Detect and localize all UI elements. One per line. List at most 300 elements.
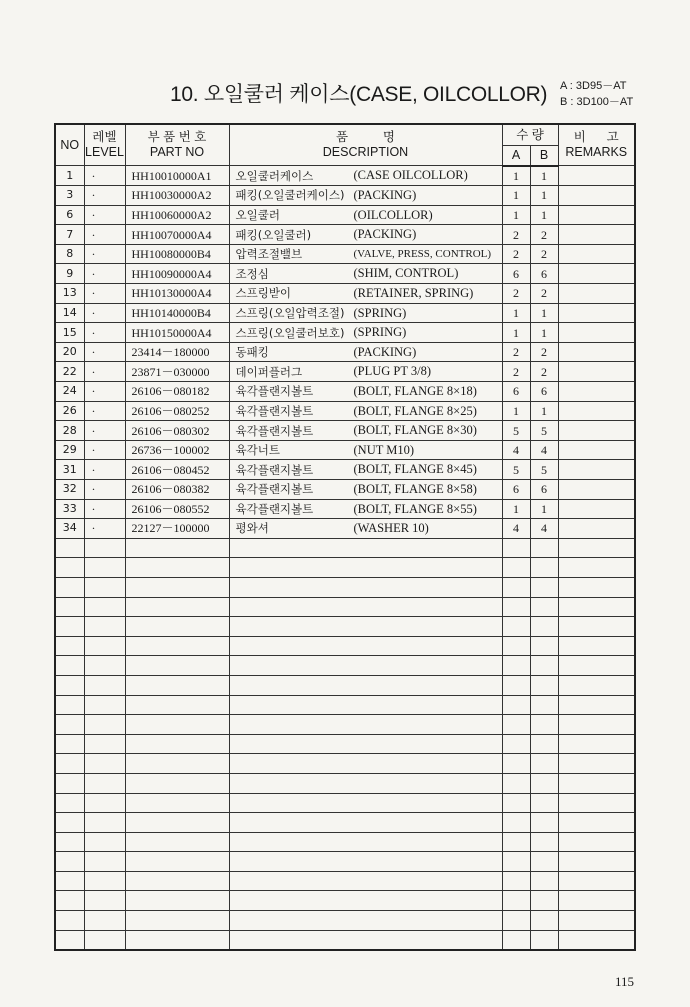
row-description	[229, 636, 502, 656]
row-qty-b	[530, 793, 558, 813]
row-remarks	[558, 362, 635, 382]
row-desc-en: (SPRING)	[353, 325, 407, 340]
row-level	[84, 754, 125, 774]
row-no	[55, 813, 84, 833]
row-level	[84, 930, 125, 950]
row-level	[84, 675, 125, 695]
col-header-qty-a: A	[502, 146, 530, 166]
row-desc-kr: 패킹(오일쿨러)	[235, 227, 312, 242]
col-header-part-kr: 부 품 번 호	[147, 130, 207, 144]
row-description	[229, 186, 502, 206]
row-remarks	[558, 499, 635, 519]
row-qty-b	[530, 617, 558, 637]
row-no: 29	[55, 440, 84, 460]
row-remarks	[558, 186, 635, 206]
row-desc-kr: 동패킹	[235, 345, 269, 360]
row-desc-en: (SHIM, CONTROL)	[353, 266, 459, 281]
row-desc-kr: 스프링(오일압력조절)	[235, 305, 345, 320]
row-desc-en: (BOLT, FLANGE 8×55)	[353, 501, 477, 516]
row-remarks	[558, 440, 635, 460]
row-qty-a: 2	[502, 244, 530, 264]
row-qty-b: 5	[530, 460, 558, 480]
row-part-no: 26106－080252	[125, 401, 229, 421]
table-row	[55, 499, 635, 519]
row-part-no	[125, 930, 229, 950]
row-part-no: HH10080000B4	[125, 244, 229, 264]
row-qty-a	[502, 891, 530, 911]
row-desc-kr: 육각플랜지볼트	[235, 403, 314, 418]
model-legend	[560, 78, 633, 110]
row-desc-en: (SPRING)	[353, 305, 407, 320]
row-part-no	[125, 715, 229, 735]
row-qty-a	[502, 871, 530, 891]
row-part-no: HH10060000A2	[125, 205, 229, 225]
col-header-no: NO	[55, 124, 84, 166]
row-part-no: HH10010000A1	[125, 166, 229, 186]
row-qty-b: 2	[530, 284, 558, 304]
row-no: 32	[55, 480, 84, 500]
row-desc-en: (VALVE, PRESS, CONTROL)	[353, 247, 492, 260]
row-remarks	[558, 715, 635, 735]
row-remarks	[558, 695, 635, 715]
row-part-no: 26106－080382	[125, 480, 229, 500]
row-part-no	[125, 911, 229, 931]
row-level: ·	[84, 362, 125, 382]
row-qty-b	[530, 656, 558, 676]
row-qty-b: 1	[530, 499, 558, 519]
row-part-no	[125, 793, 229, 813]
row-desc-kr: 압력조절밸브	[235, 247, 303, 262]
table-row	[55, 793, 635, 813]
row-description	[229, 597, 502, 617]
row-no: 13	[55, 284, 84, 304]
row-level	[84, 715, 125, 735]
row-desc-kr: 오일쿨러케이스	[235, 168, 314, 183]
row-desc-en: (PLUG PT 3/8)	[353, 364, 432, 379]
row-description	[229, 852, 502, 872]
row-qty-a	[502, 813, 530, 833]
row-qty-a: 2	[502, 284, 530, 304]
row-no: 6	[55, 205, 84, 225]
row-no	[55, 656, 84, 676]
table-row	[55, 597, 635, 617]
row-part-no: 26106－080182	[125, 382, 229, 402]
row-part-no: 26106－080452	[125, 460, 229, 480]
row-qty-a	[502, 911, 530, 931]
row-no	[55, 773, 84, 793]
row-no: 28	[55, 421, 84, 441]
col-header-part-en: PART NO	[149, 145, 205, 159]
row-level	[84, 852, 125, 872]
table-row	[55, 656, 635, 676]
row-description	[229, 891, 502, 911]
row-description	[229, 793, 502, 813]
row-qty-b: 1	[530, 401, 558, 421]
row-remarks	[558, 911, 635, 931]
row-desc-kr: 스프링(오일쿨러보호)	[235, 325, 345, 340]
table-row	[55, 264, 635, 284]
row-description	[229, 675, 502, 695]
table-row	[55, 303, 635, 323]
row-desc-kr: 육각플랜지볼트	[235, 423, 314, 438]
row-level	[84, 617, 125, 637]
parts-table	[54, 123, 636, 951]
row-description	[229, 695, 502, 715]
row-level: ·	[84, 480, 125, 500]
row-description	[229, 734, 502, 754]
row-no	[55, 871, 84, 891]
row-remarks	[558, 480, 635, 500]
row-qty-b	[530, 813, 558, 833]
row-no: 26	[55, 401, 84, 421]
row-description	[229, 205, 502, 225]
row-level	[84, 734, 125, 754]
row-qty-a	[502, 715, 530, 735]
row-level: ·	[84, 244, 125, 264]
row-level	[84, 871, 125, 891]
row-qty-b	[530, 852, 558, 872]
row-no	[55, 832, 84, 852]
row-qty-b	[530, 871, 558, 891]
row-remarks	[558, 558, 635, 578]
row-level	[84, 773, 125, 793]
row-desc-en: (PACKING)	[353, 344, 417, 359]
row-remarks	[558, 656, 635, 676]
row-remarks	[558, 930, 635, 950]
row-qty-a	[502, 617, 530, 637]
row-description	[229, 871, 502, 891]
row-description	[229, 264, 502, 284]
row-qty-a: 1	[502, 186, 530, 206]
row-description	[229, 832, 502, 852]
row-qty-b: 1	[530, 303, 558, 323]
row-remarks	[558, 577, 635, 597]
row-desc-kr: 조정심	[235, 266, 269, 281]
row-part-no: 26106－080552	[125, 499, 229, 519]
row-qty-b: 1	[530, 186, 558, 206]
table-row	[55, 401, 635, 421]
table-row	[55, 695, 635, 715]
row-desc-en: (PACKING)	[353, 227, 417, 242]
row-qty-a: 1	[502, 499, 530, 519]
row-level	[84, 558, 125, 578]
row-description	[229, 323, 502, 343]
row-remarks	[558, 538, 635, 558]
row-qty-a	[502, 597, 530, 617]
row-part-no	[125, 597, 229, 617]
row-part-no	[125, 734, 229, 754]
row-qty-b: 2	[530, 225, 558, 245]
row-no: 33	[55, 499, 84, 519]
table-row	[55, 480, 635, 500]
table-row	[55, 813, 635, 833]
row-qty-b	[530, 636, 558, 656]
row-qty-a: 1	[502, 166, 530, 186]
table-row	[55, 440, 635, 460]
table-row	[55, 362, 635, 382]
table-row	[55, 382, 635, 402]
row-description	[229, 519, 502, 539]
row-part-no: HH10140000B4	[125, 303, 229, 323]
row-qty-a: 6	[502, 480, 530, 500]
table-row	[55, 911, 635, 931]
row-level: ·	[84, 303, 125, 323]
table-row	[55, 519, 635, 539]
row-qty-b: 5	[530, 421, 558, 441]
row-remarks	[558, 225, 635, 245]
row-qty-a	[502, 773, 530, 793]
row-no: 24	[55, 382, 84, 402]
row-qty-a	[502, 754, 530, 774]
row-qty-a: 2	[502, 225, 530, 245]
row-description	[229, 911, 502, 931]
row-remarks	[558, 871, 635, 891]
row-level	[84, 636, 125, 656]
table-row	[55, 891, 635, 911]
row-no	[55, 636, 84, 656]
row-qty-b: 4	[530, 519, 558, 539]
table-row	[55, 166, 635, 186]
row-remarks	[558, 342, 635, 362]
row-qty-b	[530, 577, 558, 597]
row-qty-b: 6	[530, 264, 558, 284]
row-part-no: 26106－080302	[125, 421, 229, 441]
row-qty-b: 2	[530, 342, 558, 362]
row-desc-kr: 패킹(오일쿨러케이스)	[235, 188, 345, 203]
row-qty-a: 1	[502, 205, 530, 225]
row-level: ·	[84, 264, 125, 284]
table-row	[55, 460, 635, 480]
row-remarks	[558, 284, 635, 304]
row-qty-a	[502, 930, 530, 950]
row-remarks	[558, 617, 635, 637]
row-level	[84, 695, 125, 715]
row-qty-b: 1	[530, 323, 558, 343]
col-header-part-no	[125, 124, 229, 166]
row-no	[55, 715, 84, 735]
row-qty-a	[502, 558, 530, 578]
row-qty-a: 4	[502, 519, 530, 539]
row-no	[55, 695, 84, 715]
row-qty-b	[530, 734, 558, 754]
row-description	[229, 930, 502, 950]
row-no: 7	[55, 225, 84, 245]
row-part-no: HH10030000A2	[125, 186, 229, 206]
row-qty-b	[530, 832, 558, 852]
row-qty-b	[530, 597, 558, 617]
row-level	[84, 597, 125, 617]
row-level	[84, 832, 125, 852]
row-part-no: HH10070000A4	[125, 225, 229, 245]
row-remarks	[558, 323, 635, 343]
model-a-label: A : 3D95－AT	[560, 80, 627, 92]
row-no	[55, 538, 84, 558]
row-qty-a	[502, 675, 530, 695]
row-desc-en: (RETAINER, SPRING)	[353, 286, 474, 301]
page-number: 115	[615, 974, 635, 989]
row-qty-b: 6	[530, 480, 558, 500]
row-level: ·	[84, 166, 125, 186]
row-level	[84, 891, 125, 911]
table-row	[55, 617, 635, 637]
row-no: 31	[55, 460, 84, 480]
row-description	[229, 284, 502, 304]
col-header-remarks	[558, 124, 635, 166]
col-header-level-kr: 레벨	[92, 130, 117, 144]
row-part-no	[125, 675, 229, 695]
row-part-no	[125, 577, 229, 597]
row-remarks	[558, 244, 635, 264]
row-description	[229, 421, 502, 441]
row-part-no	[125, 852, 229, 872]
row-description	[229, 773, 502, 793]
row-level: ·	[84, 186, 125, 206]
row-description	[229, 577, 502, 597]
row-description	[229, 244, 502, 264]
row-no: 1	[55, 166, 84, 186]
row-desc-en: (BOLT, FLANGE 8×25)	[353, 403, 477, 418]
col-header-description	[229, 124, 502, 166]
row-description	[229, 342, 502, 362]
row-remarks	[558, 891, 635, 911]
row-desc-en: (BOLT, FLANGE 8×58)	[353, 482, 477, 496]
row-qty-a: 5	[502, 421, 530, 441]
row-remarks	[558, 754, 635, 774]
row-level	[84, 793, 125, 813]
parts-table-body	[55, 166, 635, 951]
model-b-label: B : 3D100－AT	[560, 96, 634, 108]
row-part-no	[125, 617, 229, 637]
row-no	[55, 891, 84, 911]
row-qty-a	[502, 636, 530, 656]
row-qty-b: 2	[530, 244, 558, 264]
row-desc-en: (BOLT, FLANGE 8×45)	[353, 462, 477, 477]
row-no	[55, 675, 84, 695]
table-row	[55, 871, 635, 891]
row-qty-b	[530, 773, 558, 793]
row-qty-a: 4	[502, 440, 530, 460]
row-description	[229, 558, 502, 578]
col-header-remarks-en: REMARKS	[565, 145, 628, 159]
row-desc-kr: 육각플랜지볼트	[235, 462, 314, 477]
row-desc-en: (OILCOLLOR)	[353, 207, 433, 222]
row-part-no: HH10090000A4	[125, 264, 229, 284]
col-header-quantity: 수 량	[502, 124, 558, 146]
row-desc-en: (NUT M10)	[353, 442, 415, 457]
table-row	[55, 852, 635, 872]
row-remarks	[558, 832, 635, 852]
table-row	[55, 284, 635, 304]
row-description	[229, 480, 502, 500]
row-no: 34	[55, 519, 84, 539]
row-remarks	[558, 519, 635, 539]
row-remarks	[558, 460, 635, 480]
row-desc-kr: 평와셔	[235, 521, 269, 536]
row-no: 8	[55, 244, 84, 264]
row-qty-a: 5	[502, 460, 530, 480]
row-level: ·	[84, 284, 125, 304]
table-row	[55, 558, 635, 578]
row-part-no	[125, 891, 229, 911]
table-row	[55, 715, 635, 735]
row-description	[229, 715, 502, 735]
row-remarks	[558, 303, 635, 323]
row-part-no	[125, 656, 229, 676]
row-description	[229, 617, 502, 637]
row-qty-b	[530, 675, 558, 695]
row-qty-a	[502, 656, 530, 676]
row-qty-b: 1	[530, 205, 558, 225]
row-part-no	[125, 558, 229, 578]
row-qty-b	[530, 930, 558, 950]
table-row	[55, 773, 635, 793]
row-qty-a	[502, 734, 530, 754]
row-part-no	[125, 832, 229, 852]
row-description	[229, 440, 502, 460]
col-header-level-en: LEVEL	[85, 145, 124, 159]
row-level: ·	[84, 440, 125, 460]
col-header-level	[84, 124, 125, 166]
row-remarks	[558, 205, 635, 225]
row-level	[84, 538, 125, 558]
row-desc-kr: 육각플랜지볼트	[235, 384, 314, 399]
row-part-no	[125, 871, 229, 891]
row-remarks	[558, 264, 635, 284]
row-qty-a: 1	[502, 401, 530, 421]
row-remarks	[558, 734, 635, 754]
row-description	[229, 303, 502, 323]
row-part-no: HH10130000A4	[125, 284, 229, 304]
row-level: ·	[84, 499, 125, 519]
table-row	[55, 342, 635, 362]
row-no	[55, 911, 84, 931]
row-description	[229, 166, 502, 186]
row-no	[55, 754, 84, 774]
row-no: 20	[55, 342, 84, 362]
row-level: ·	[84, 382, 125, 402]
row-level	[84, 813, 125, 833]
col-header-desc-kr: 품 명	[336, 130, 395, 144]
row-remarks	[558, 421, 635, 441]
row-description	[229, 499, 502, 519]
row-level: ·	[84, 460, 125, 480]
table-row	[55, 636, 635, 656]
row-qty-a: 6	[502, 382, 530, 402]
page-title: 10. 오일쿨러 케이스(CASE, OILCOLLOR)	[170, 83, 548, 106]
row-level	[84, 911, 125, 931]
row-desc-kr: 스프링받이	[235, 286, 292, 301]
row-qty-a	[502, 852, 530, 872]
row-qty-a	[502, 793, 530, 813]
col-header-desc-en: DESCRIPTION	[322, 145, 409, 159]
col-header-remarks-kr: 비 고	[573, 130, 619, 144]
row-qty-b	[530, 754, 558, 774]
row-qty-b	[530, 911, 558, 931]
row-part-no	[125, 754, 229, 774]
row-part-no	[125, 773, 229, 793]
row-description	[229, 538, 502, 558]
row-no: 9	[55, 264, 84, 284]
row-no	[55, 597, 84, 617]
row-qty-a	[502, 538, 530, 558]
row-description	[229, 813, 502, 833]
row-qty-b	[530, 558, 558, 578]
table-row	[55, 225, 635, 245]
table-row	[55, 323, 635, 343]
row-desc-kr: 육각너트	[235, 443, 280, 458]
row-desc-kr: 육각플랜지볼트	[235, 501, 314, 516]
row-no: 15	[55, 323, 84, 343]
